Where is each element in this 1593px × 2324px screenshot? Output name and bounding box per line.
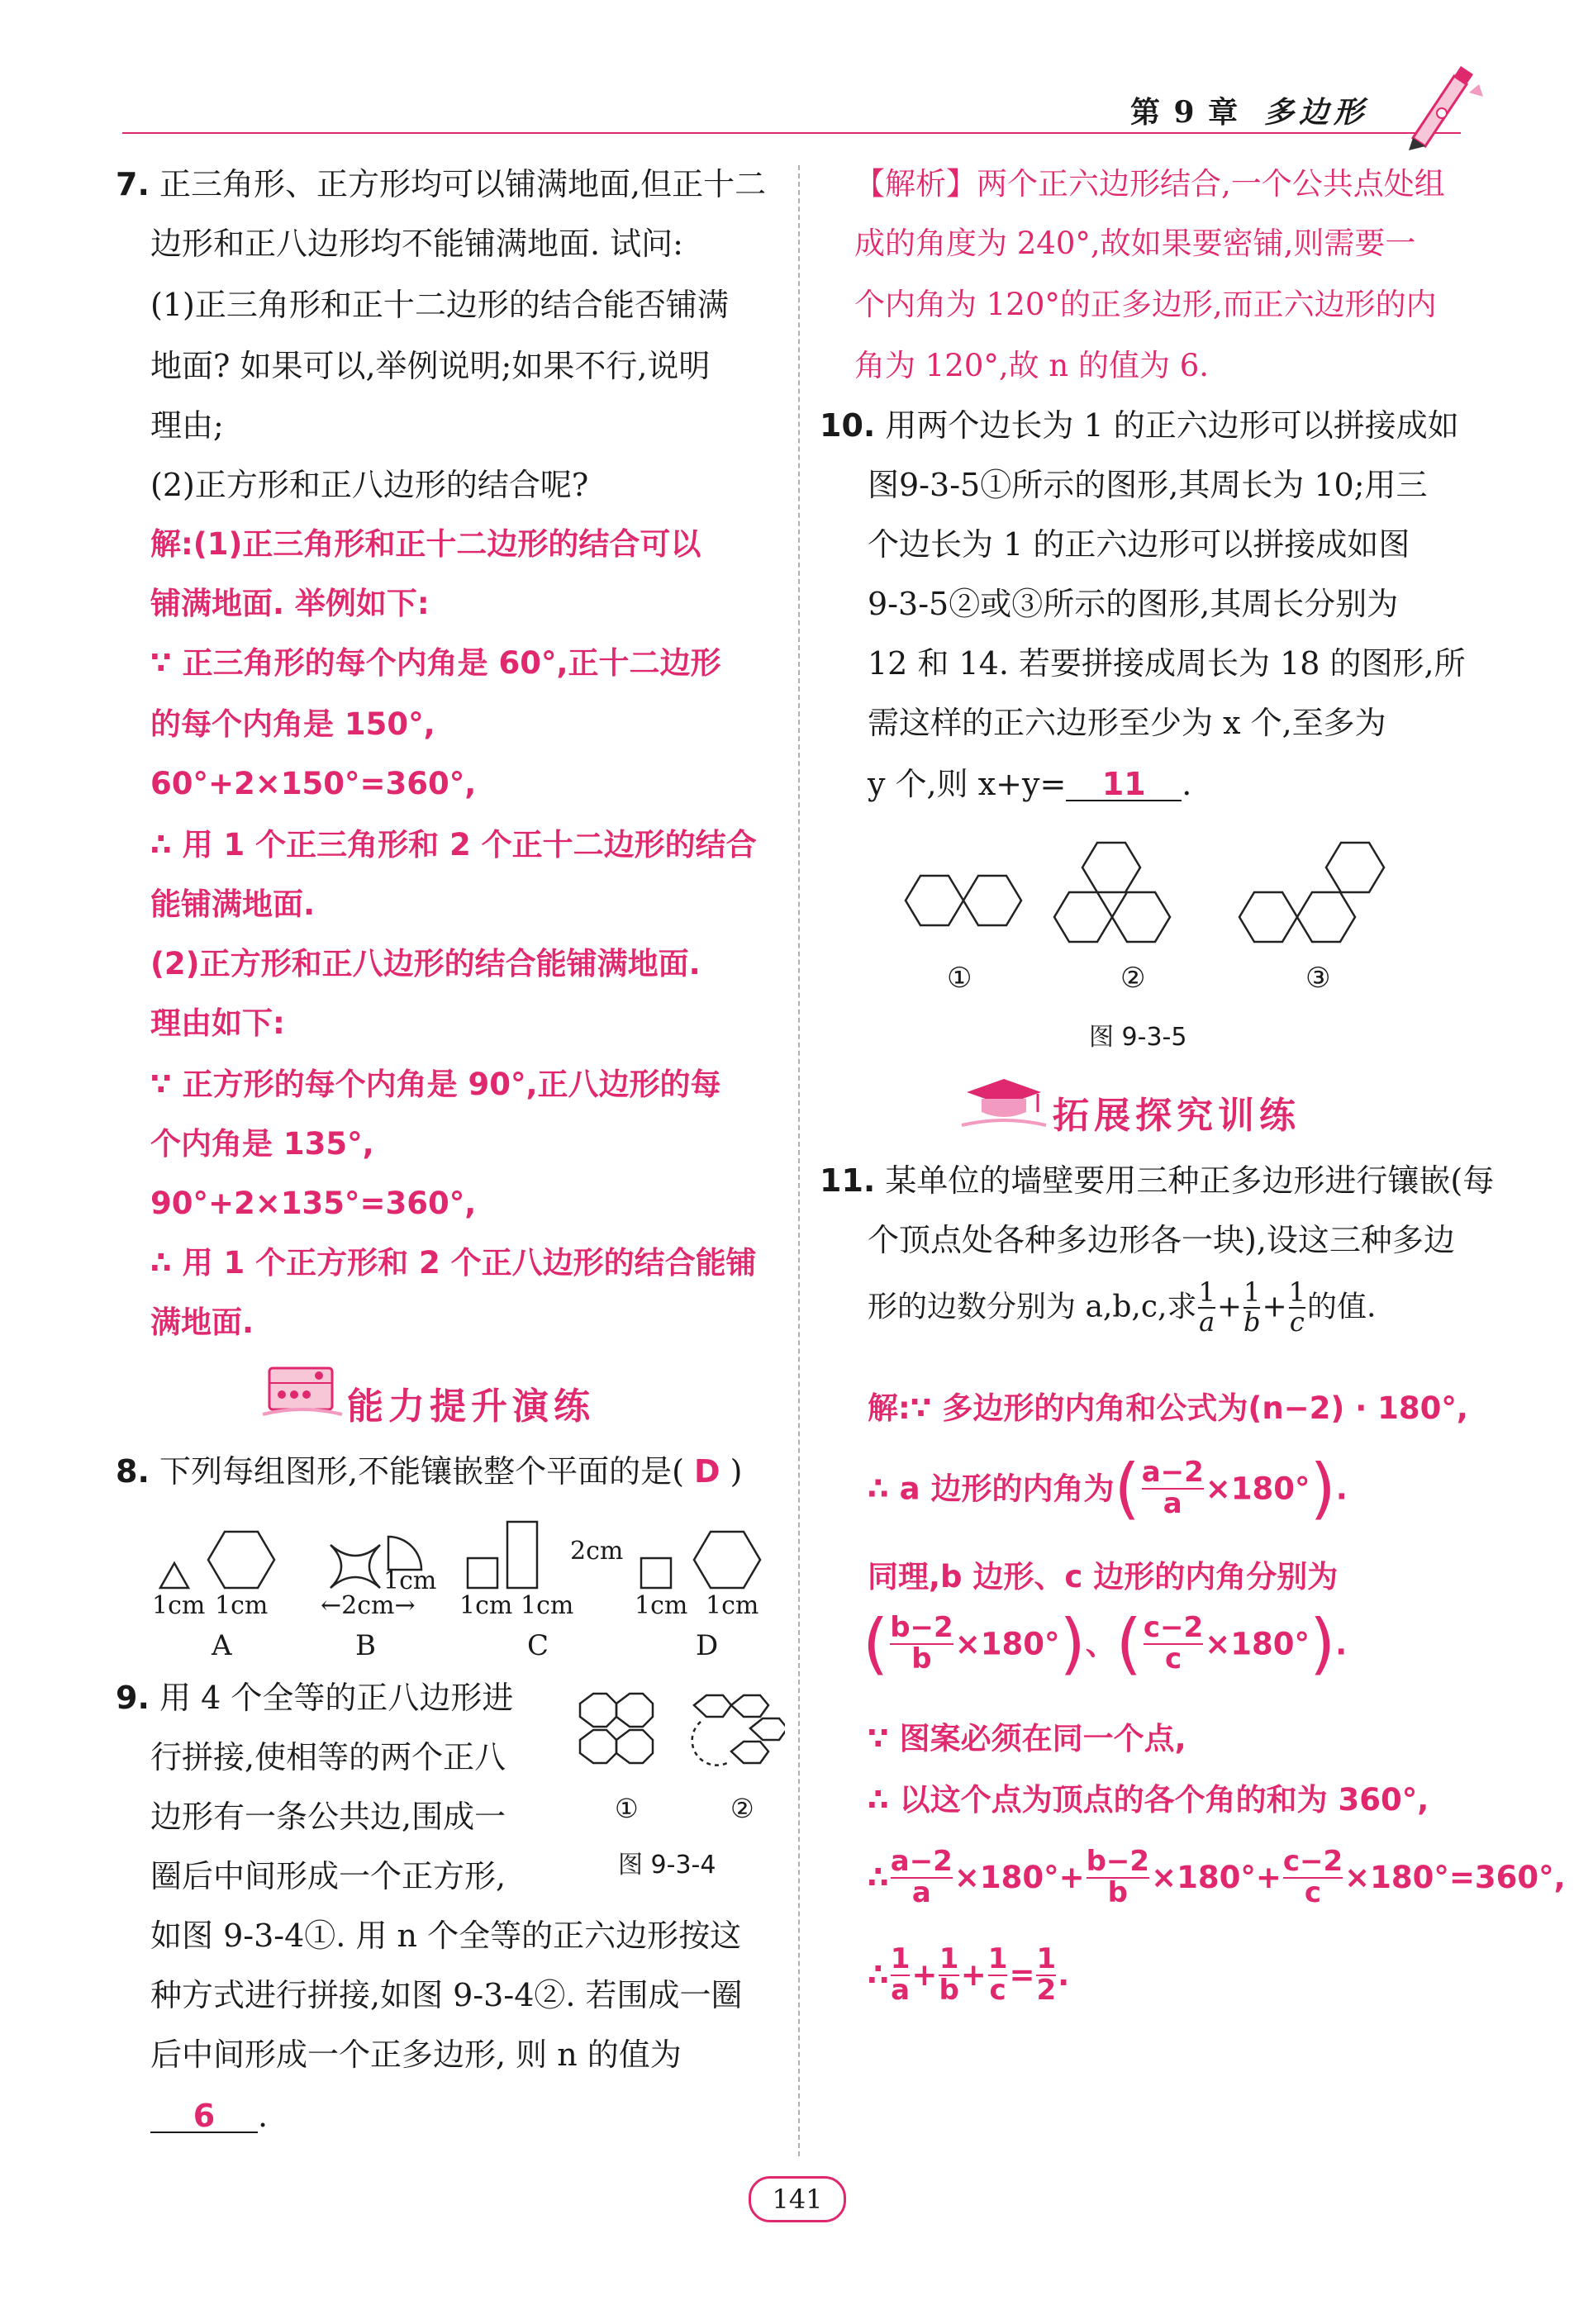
q7-answer-line-9: 理由如下: [150,1005,285,1041]
q8-a-hexagon-side: 1cm [215,1591,269,1620]
q10-number: 10. [820,407,876,444]
q8-option-b: B [355,1629,376,1662]
q11-number: 11. [820,1162,876,1199]
q10-fig-label-3: ③ [1305,962,1331,995]
q8-option-d: D [696,1629,719,1662]
section-heading-extension: 拓展探究训练 [1053,1095,1301,1137]
q9-line-5: 如图 9-3-4①. 用 n 个全等的正六边形按这 [150,1918,742,1954]
q10-line-4: 9-3-5②或③所示的图形,其周长分别为 [868,586,1399,622]
q7-answer-line-2: 铺满地面. 举例如下: [150,586,430,621]
q7-stem-line-1: 7. 正三角形、正方形均可以铺满地面,但正十二 [116,166,767,202]
q9-fig-label-1: ① [615,1793,639,1824]
header-rule [122,132,1461,134]
q10-line-2: 图9-3-5①所示的图形,其周长为 10;用三 [868,467,1428,503]
q10-line-6: 需这样的正六边形至少为 x 个,至多为 [868,705,1386,741]
q11-solution-line-1: 解:∵ 多边形的内角和公式为(n−2) · 180°, [868,1390,1468,1426]
q11-frac-b: $\frac{1}{b}$ [1243,1276,1261,1338]
q9-line-3: 边形有一条公共边,围成一 [150,1799,506,1835]
page-number-badge: 141 [749,2176,846,2222]
q9-line-6: 种方式进行拼接,如图 9-3-4②. 若围成一圈 [150,1977,743,2013]
q7-answer-line-4: 的每个内角是 150°, [150,706,435,742]
q9-analysis-line-4: 角为 120°,故 n 的值为 6. [854,348,1210,383]
q7-answer-line-8: (2)正方形和正八边形的结合能铺满地面. [150,946,701,981]
q7-sub2: (2)正方形和正八边形的结合呢? [150,467,589,503]
q10-fig-caption: 图 9-3-5 [1089,1023,1187,1052]
q9-line-4: 圈后中间形成一个正方形, [150,1858,506,1894]
q10-line-5: 12 和 14. 若要拼接成周长为 18 的图形,所 [868,645,1466,682]
q8-answer: D [693,1453,720,1490]
q7-answer-line-1: 解:(1)正三角形和正十二边形的结合可以 [150,526,701,562]
q7-answer-line-12: 90°+2×135°=360°, [150,1186,477,1221]
q11-line-2: 个顶点处各种多边形各一块),设这三种多边 [868,1222,1455,1258]
section-heading-ability: 能力提升演练 [347,1385,595,1428]
q9-analysis-line-2: 成的角度为 240°,故如果要密铺,则需要一 [854,226,1416,261]
q7-stem-line-2: 边形和正八边形均不能铺满地面. 试问: [150,226,683,262]
q11-line-1: 11. 某单位的墙壁要用三种正多边形进行镶嵌(每 [820,1162,1495,1199]
q7-sub1-line-2: 地面? 如果可以,举例说明;如果不行,说明 [150,348,711,384]
q7-answer-line-10: ∵ 正方形的每个内角是 90°,正八边形的每 [150,1067,721,1102]
q8-b-star-width: ←2cm→ [321,1591,416,1620]
q9-answer-line: 6 . [150,2100,268,2133]
chapter-label: 第 9 章 [1130,95,1240,130]
graduation-cap-icon [958,1074,1049,1132]
q8-option-c: C [527,1629,549,1662]
q11-solution-line-2: ∴ a 边形的内角为( $\frac{a-2}{a}$ ×180°). [868,1450,1348,1527]
q11-solution-line-3: 同理,b 边形、c 边形的内角分别为 [868,1559,1339,1594]
q10-answer: 11 [1066,768,1182,801]
q10-fig-label-1: ① [947,962,972,995]
q7-answer-line-11: 个内角是 135°, [150,1126,374,1162]
q11-frac-a: $\frac{1}{a}$ [1198,1276,1215,1338]
q9-analysis-line-1: 【解析】两个正六边形结合,一个公共点处组 [854,166,1445,202]
q8-number: 8. [116,1453,150,1490]
q11-solution-line-5: ∵ 图案必须在同一个点, [868,1721,1186,1756]
column-divider [798,165,800,2156]
q10-line-1: 10. 用两个边长为 1 的正六边形可以拼接成如 [820,407,1459,444]
q11-solution-line-6: ∴ 以这个点为顶点的各个角的和为 360°, [868,1782,1429,1818]
q9-analysis-line-3: 个内角为 120°的正多边形,而正六边形的内 [854,287,1437,322]
q7-sub1-line-3: 理由; [150,407,224,444]
q10-line-3: 个边长为 1 的正六边形可以拼接成如图 [868,526,1410,563]
q8-c-rect-height: 2cm [570,1537,624,1566]
q9-number: 9. [116,1680,150,1716]
q9-figure [562,1689,785,1796]
q8-stem: 8. 下列每组图形,不能镶嵌整个平面的是( D ) [116,1453,743,1490]
q8-c-rect-width: 1cm [521,1591,574,1620]
q8-c-square-side: 1cm [459,1591,513,1620]
q7-answer-line-14: 满地面. [150,1305,254,1340]
q8-d-hexagon-side: 1cm [706,1591,759,1620]
q9-fig-caption: 图 9-3-4 [618,1851,716,1880]
q9-line-7: 后中间形成一个正多边形, 则 n 的值为 [150,2036,682,2073]
pencil-logo-icon [1396,59,1487,150]
q11-solution-line-4: ( $\frac{b-2}{b}$ ×180°)、( $\frac{c-2}{c}$ ×180°). [863,1605,1348,1682]
q11-frac-c: $\frac{1}{c}$ [1288,1276,1305,1338]
q10-figure [892,834,1405,967]
q7-sub1-line-1: (1)正三角形和正十二边形的结合能否铺满 [150,287,729,323]
q9-fig-label-2: ② [730,1793,754,1824]
q8-b-quarter-radius: 1cm [383,1566,437,1595]
q7-answer-line-13: ∴ 用 1 个正方形和 2 个正八边形的结合能铺 [150,1245,757,1281]
q7-number: 7. [116,166,150,202]
abacus-icon [261,1363,344,1421]
q10-line-7: y 个,则 x+y= 11 . [868,766,1192,802]
q7-answer-line-5: 60°+2×150°=360°, [150,766,477,801]
q9-line-1: 9. 用 4 个全等的正八边形进 [116,1680,514,1716]
q11-solution-line-7: ∴ $\frac{a-2}{a}$ ×180°+ $\frac{b-2}{b}$ ×180°+ $\frac{c-2}{c}$ ×180°=360°, [868,1845,1566,1909]
q8-option-a: A [212,1629,232,1662]
q7-answer-line-6: ∴ 用 1 个正三角形和 2 个正十二边形的结合 [150,827,757,863]
q10-fig-label-2: ② [1120,962,1146,995]
chapter-title: 多边形 [1264,95,1369,130]
q11-solution-line-8: ∴ $\frac{1}{a}$ + $\frac{1}{b}$ + $\frac{1}{c}$ = $\frac{1}{2}$ . [868,1942,1070,2007]
q8-d-square-side: 1cm [635,1591,688,1620]
q11-line-3: 形的边数分别为 a,b,c,求 $\frac{1}{a}$ + $\frac{1}{b}$ + $\frac{1}{c}$ 的值. [868,1276,1377,1338]
q8-a-triangle-side: 1cm [152,1591,206,1620]
q9-answer: 6 [150,2100,258,2133]
q9-line-2: 行拼接,使相等的两个正八 [150,1739,506,1775]
q7-answer-line-7: 能铺满地面. [150,886,316,922]
q7-answer-line-3: ∵ 正三角形的每个内角是 60°,正十二边形 [150,645,721,681]
